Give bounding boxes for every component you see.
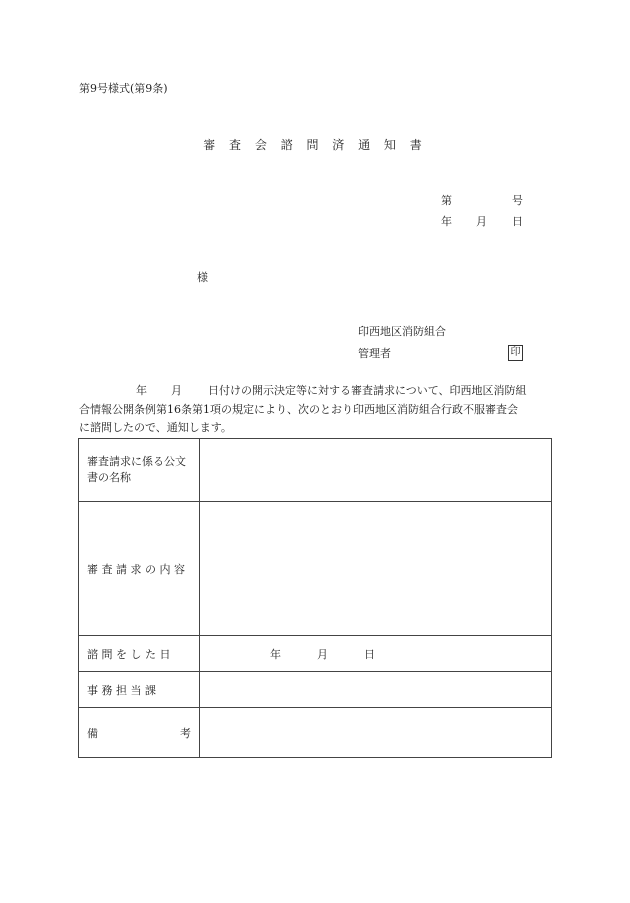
table-row (79, 502, 552, 636)
consultation-date-field[interactable] (200, 636, 552, 672)
consult-month: 月 (317, 647, 328, 661)
date-day-label: 日 (512, 215, 523, 228)
notice-table (78, 438, 552, 758)
body-line-3: に諮問したので、通知します。 (79, 421, 232, 434)
consult-day: 日 (364, 647, 375, 661)
body-line-1 (79, 382, 553, 401)
number-prefix: 第 (441, 194, 452, 207)
body-month: 月 (171, 384, 182, 397)
remarks-label (79, 708, 200, 758)
sender-organization: 印西地区消防組合 (358, 325, 446, 338)
table-row (79, 708, 552, 758)
sender-title: 管理者 (358, 347, 391, 360)
document-name-label: 審査請求に係る公文書の名称 (79, 439, 200, 502)
request-content-field[interactable] (200, 502, 552, 636)
remarks-label-left: 備 (87, 726, 98, 740)
department-field[interactable] (200, 672, 552, 708)
request-content-label: 審 査 請 求 の 内 容 (79, 502, 200, 636)
body-line-2: 合情報公開条例第16条第1項の規定により、次のとおり印西地区消防組合行政不服審査会 (79, 402, 518, 416)
body-line-1-rest: 日付けの開示決定等に対する審査請求について、印西地区消防組 (208, 384, 527, 397)
date-year-label: 年 (441, 215, 452, 228)
table-row (79, 439, 552, 502)
addressee-honorific: 様 (197, 271, 208, 284)
consult-year: 年 (270, 647, 281, 661)
remarks-field[interactable] (200, 708, 552, 758)
department-label: 事 務 担 当 課 (79, 672, 200, 708)
table-row (79, 672, 552, 708)
consultation-date-label: 諮 問 を し た 日 (79, 636, 200, 672)
seal-mark: 印 (508, 345, 523, 361)
date-month-label: 月 (476, 215, 487, 228)
number-suffix: 号 (512, 194, 523, 207)
form-id: 第9号様式(第9条) (79, 82, 168, 95)
table-row (79, 636, 552, 672)
notice-body (79, 382, 553, 438)
document-title: 審 査 会 諮 問 済 通 知 書 (203, 138, 427, 152)
remarks-label-right: 考 (180, 726, 191, 740)
document-name-field[interactable] (200, 439, 552, 502)
body-year: 年 (136, 384, 147, 397)
